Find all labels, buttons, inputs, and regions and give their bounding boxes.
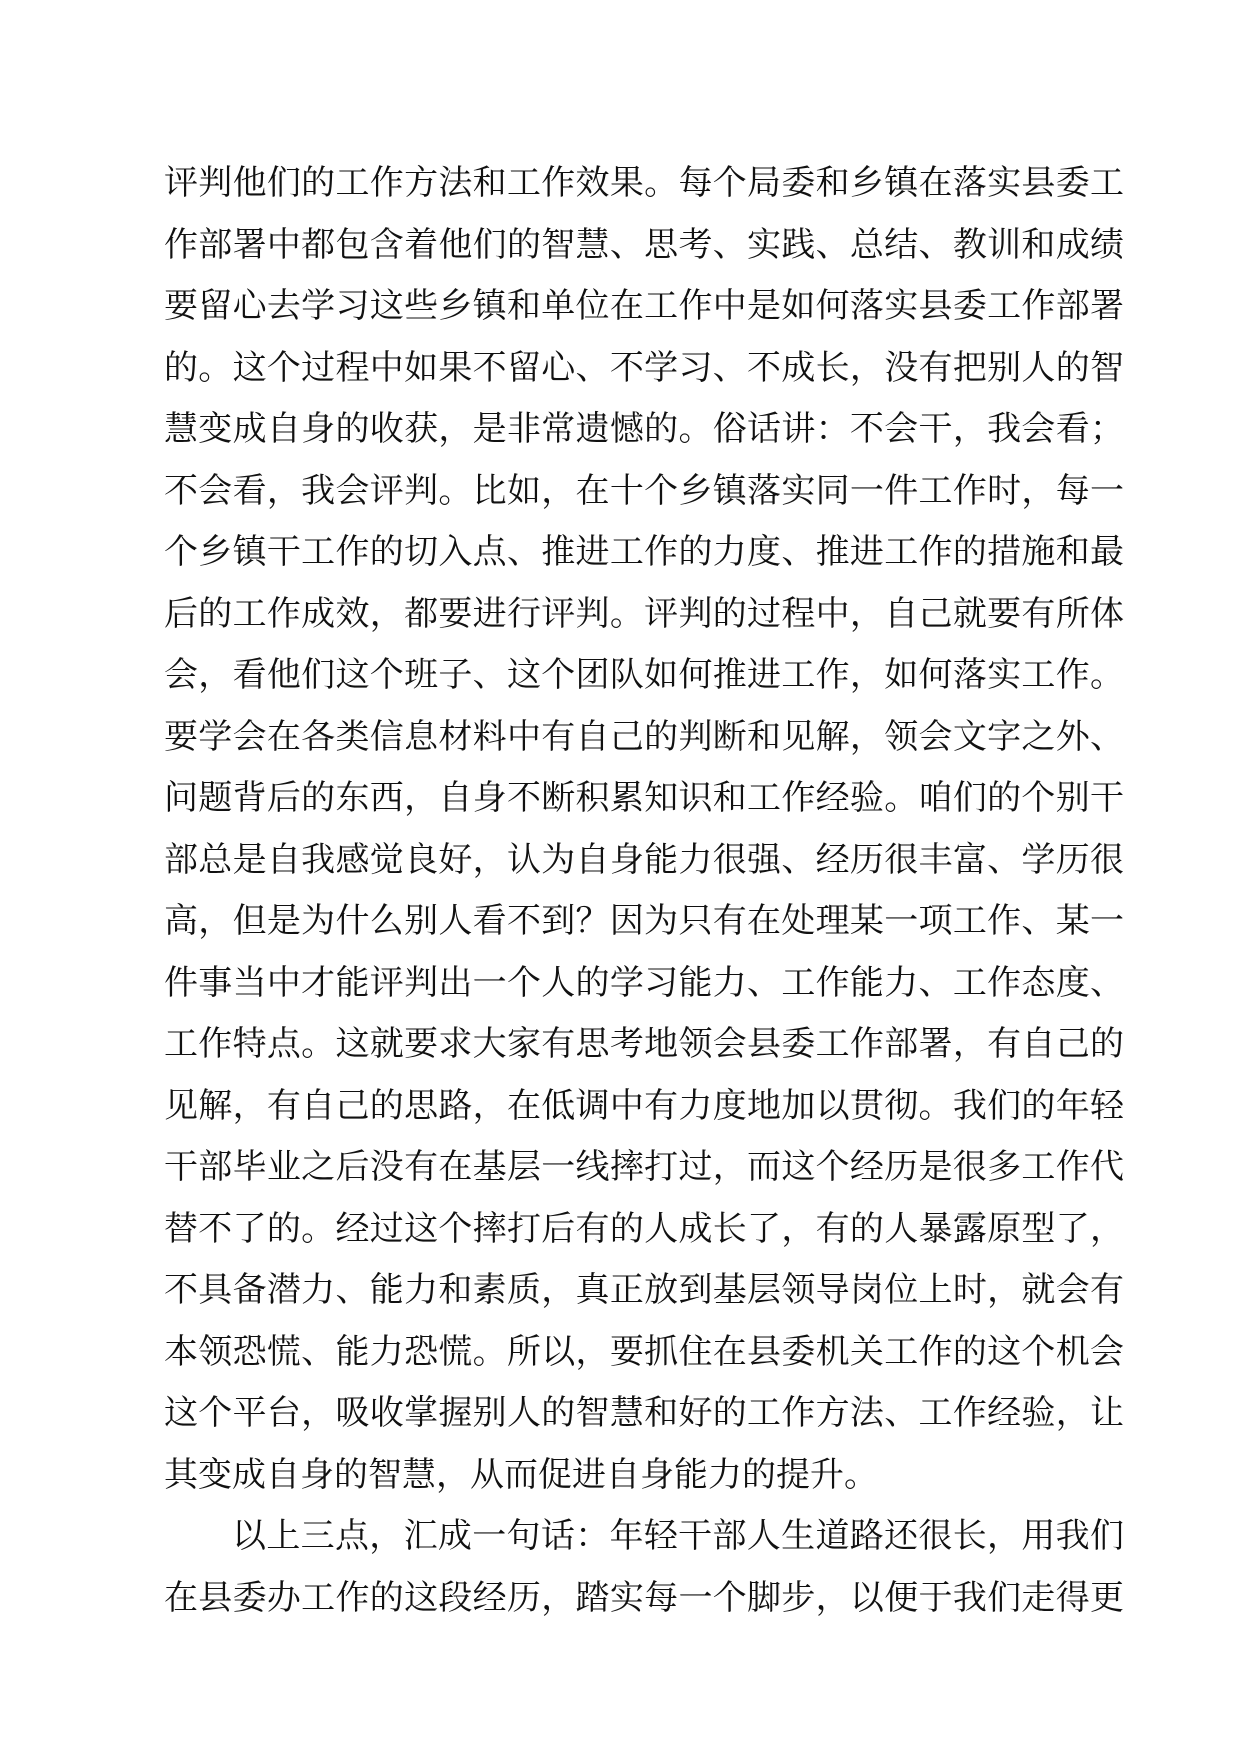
text-line: 高，但是为什么别人看不到？因为只有在处理某一项工作、某一 [164,901,1124,941]
text-line: 要留心去学习这些乡镇和单位在工作中是如何落实县委工作部署 [164,286,1124,326]
text-line: 件事当中才能评判出一个人的学习能力、工作能力、工作态度、 [164,962,1124,1003]
text-line: 评判他们的工作方法和工作效果。每个局委和乡镇在落实县委工 [164,163,1124,203]
text-line: 不具备潜力、能力和素质，真正放到基层领导岗位上时，就会有 [164,1270,1124,1310]
text-line: 工作特点。这就要求大家有思考地领会县委工作部署，有自己的 [164,1024,1124,1064]
text-line: 作部署中都包含着他们的智慧、思考、实践、总结、教训和成绩 [164,224,1124,265]
text-line: 干部毕业之后没有在基层一线摔打过，而这个经历是很多工作代 [164,1147,1124,1187]
text-line: 慧变成自身的收获，是非常遗憾的。俗话讲：不会干，我会看； [164,409,1124,449]
text-line: 不会看，我会评判。比如，在十个乡镇落实同一件工作时，每一 [164,470,1124,511]
text-line: 个乡镇干工作的切入点、推进工作的力度、推进工作的措施和最 [164,532,1124,572]
text-line: 这个平台，吸收掌握别人的智慧和好的工作方法、工作经验，让 [164,1393,1124,1433]
text-line: 会，看他们这个班子、这个团队如何推进工作，如何落实工作。 [164,655,1124,695]
text-line: 见解，有自己的思路，在低调中有力度地加以贯彻。我们的年轻 [164,1085,1124,1126]
text-line: 在县委办工作的这段经历，踏实每一个脚步，以便于我们走得更 [164,1577,1124,1618]
paragraph-first-line: 以上三点，汇成一句话：年轻干部人生道路还很长，用我们 [232,1516,1124,1556]
text-line: 替不了的。经过这个摔打后有的人成长了，有的人暴露原型了， [164,1208,1124,1249]
text-line: 后的工作成效，都要进行评判。评判的过程中，自己就要有所体 [164,593,1124,634]
text-line: 其变成自身的智慧，从而促进自身能力的提升。 [164,1454,878,1495]
text-line: 的。这个过程中如果不留心、不学习、不成长，没有把别人的智 [164,347,1124,388]
text-line: 问题背后的东西，自身不断积累知识和工作经验。咱们的个别干 [164,778,1124,818]
body-text [164,153,1124,1629]
text-line: 要学会在各类信息材料中有自己的判断和见解，领会文字之外、 [164,716,1124,757]
text-line: 部总是自我感觉良好，认为自身能力很强、经历很丰富、学历很 [164,839,1124,880]
text-line: 本领恐慌、能力恐慌。所以，要抓住在县委机关工作的这个机会 [164,1331,1124,1372]
